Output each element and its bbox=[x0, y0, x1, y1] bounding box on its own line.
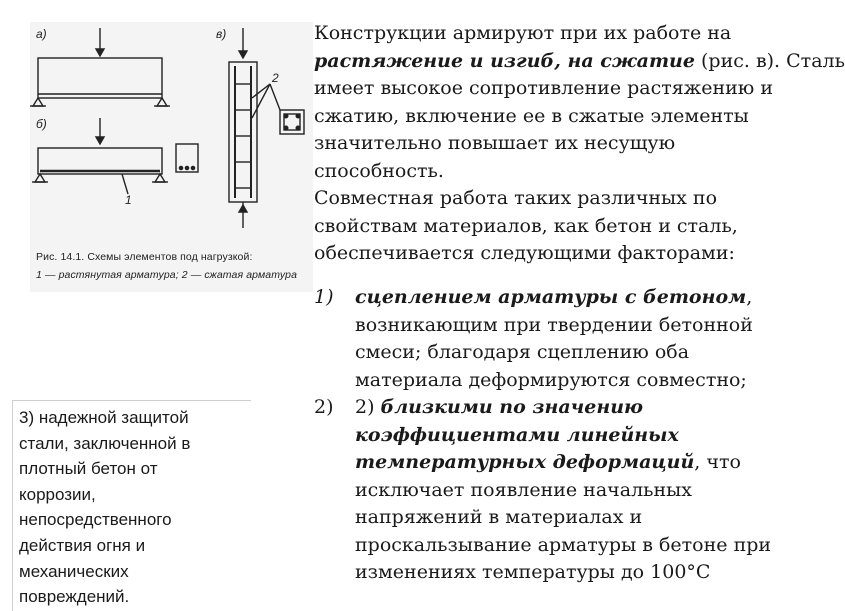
label-v: в) bbox=[216, 27, 227, 41]
item2-line-1 bbox=[355, 394, 814, 422]
p1-line-3: имеет высокое сопротивление растяжению и bbox=[314, 77, 774, 99]
factor-3-line-1: 3) надежной защитой bbox=[19, 408, 189, 427]
factor-3-box bbox=[12, 400, 251, 611]
item1-line-4: материала деформируются совместно; bbox=[355, 368, 747, 391]
factor-3-line-8: повреждений. bbox=[19, 587, 130, 607]
item2-line-3 bbox=[355, 449, 814, 477]
factor-3-line-3: плотный бетон от bbox=[19, 459, 158, 479]
item2-line-5: напряжений в материалах и bbox=[355, 506, 643, 528]
item2-line-6: проскальзывание арматуры в бетоне при bbox=[355, 533, 772, 556]
factor-3-line-4: коррозии, bbox=[19, 484, 96, 504]
item2-line-4: исключает появление начальных bbox=[355, 478, 692, 501]
p1-line-1: Конструкции армируют при их работе на bbox=[314, 22, 732, 44]
label-a: а) bbox=[36, 27, 47, 41]
p1-line-5: значительно повышает их несущую bbox=[314, 132, 676, 154]
factors-list bbox=[314, 284, 814, 587]
beam-b bbox=[32, 118, 198, 194]
p2-line-3: обеспечивается следующими факторами: bbox=[314, 242, 735, 264]
column-v bbox=[229, 28, 304, 228]
p1-line-6: способность. bbox=[314, 159, 444, 182]
factor-3-line-6: действия огня и bbox=[19, 535, 146, 555]
list-item-2-number: 2) bbox=[314, 396, 334, 418]
item2-prefix: 2) bbox=[355, 396, 381, 418]
list-item-1-number: 1) bbox=[314, 286, 334, 308]
item2-line-3-rest: , что bbox=[694, 451, 741, 473]
p2-line-2: свойствам материалов, как бетон и сталь, bbox=[314, 214, 738, 237]
item1-line-3: смеси; благодаря сцеплению оба bbox=[355, 341, 690, 363]
factor-3-line-7: механических bbox=[19, 561, 129, 581]
emphasis-bond: сцеплением арматуры с бетоном bbox=[355, 286, 747, 308]
item2-line-7: изменениях температуры до 100°С bbox=[355, 561, 711, 583]
item1-line-1-rest: , bbox=[746, 286, 753, 308]
item2-line-2: коэффициентами линейных bbox=[355, 423, 679, 446]
label-b: б) bbox=[36, 117, 47, 131]
figure-load-schemes bbox=[30, 22, 313, 292]
list-item-1 bbox=[314, 284, 814, 394]
emphasis-coefficients-3: температурных деформаций bbox=[355, 451, 695, 473]
list-item-2 bbox=[314, 394, 814, 587]
factor-3-text bbox=[19, 405, 190, 610]
p2-line-1: Совместная работа таких различных по bbox=[314, 187, 718, 209]
emphasis-coefficients-1: близкими по значению bbox=[380, 396, 644, 418]
main-text bbox=[314, 20, 845, 268]
p1-line-4: сжатию, включение ее в сжатые элементы bbox=[314, 104, 749, 127]
item1-line-2: возникающим при твердении бетонной bbox=[355, 313, 753, 336]
item1-line-1 bbox=[355, 284, 814, 312]
label-2: 2 bbox=[272, 71, 279, 85]
emphasis-tension-compression: растяжение и изгиб, на сжатие bbox=[314, 49, 695, 72]
p1-line-2-rest: (рис. в). Сталь bbox=[694, 49, 845, 72]
caption-line-2: 1 — растянутая арматура; 2 — сжатая арматура bbox=[36, 269, 298, 281]
label-1: 1 bbox=[125, 193, 132, 207]
factor-3-line-5: непосредственного bbox=[19, 510, 172, 530]
figure-caption bbox=[36, 248, 312, 284]
beam-a bbox=[30, 28, 170, 106]
factor-3-line-2: стали, заключенной в bbox=[19, 433, 191, 453]
caption-line-1: Рис. 14.1. Схемы элементов под нагрузкой: bbox=[36, 251, 253, 263]
p1-line-2 bbox=[314, 48, 845, 76]
